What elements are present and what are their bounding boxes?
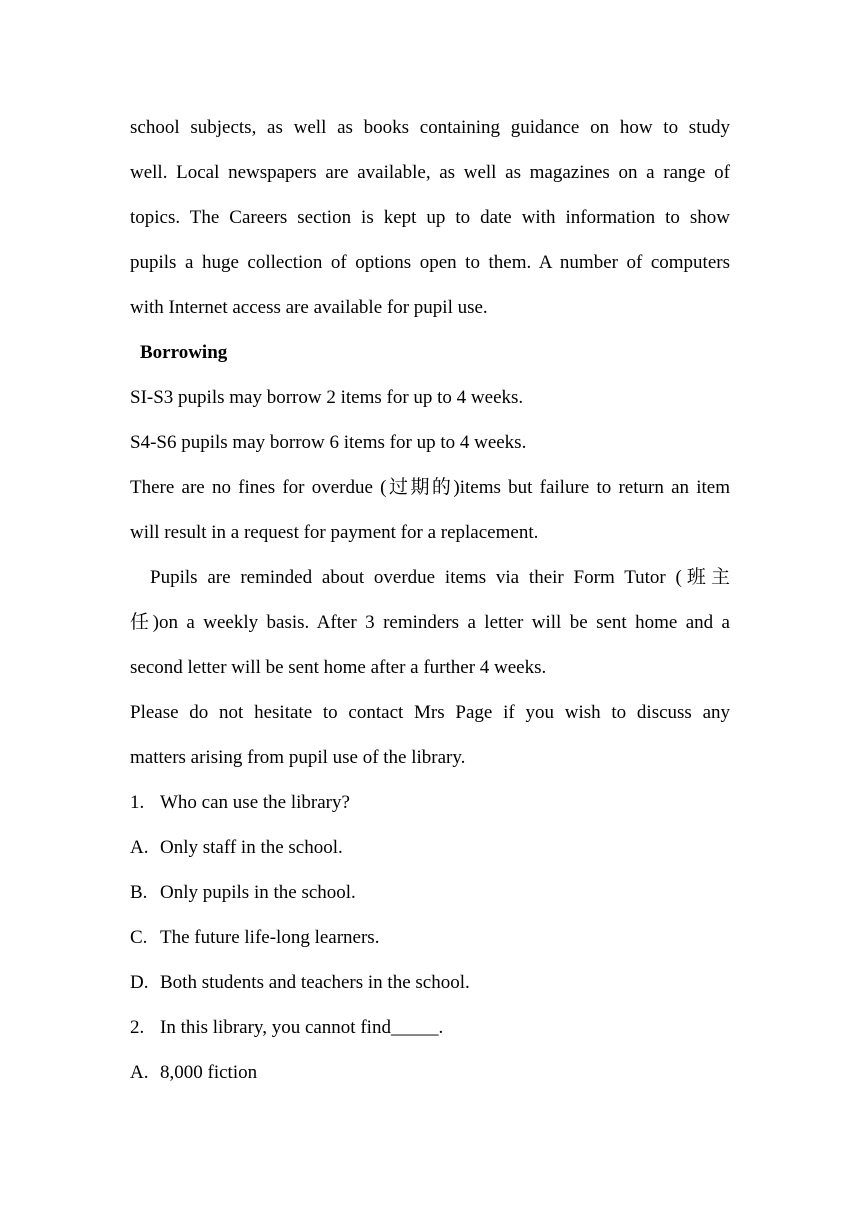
option-a xyxy=(130,1050,730,1095)
borrow-rule: S4-S6 pupils may borrow 6 items for up to 4 weeks. xyxy=(130,432,527,453)
fines-line: will result in a request for payment for a replacement. xyxy=(130,522,539,543)
option-text: Only staff in the school. xyxy=(160,837,343,858)
fines-line: There are no fines for overdue (过期的)items but failure to return an item xyxy=(130,477,730,498)
intro-line: well. Local newspapers are available, as well as magazines on a range of xyxy=(130,162,730,183)
intro-line: school subjects, as well as books containing guidance on how to study xyxy=(130,117,730,138)
reminder-line: 任)on a weekly basis. After 3 reminders a letter will be sent home and a xyxy=(130,612,730,633)
option-b xyxy=(130,870,730,915)
option-letter: D. xyxy=(130,972,149,993)
contact-line: Please do not hesitate to contact Mrs Page if you wish to discuss any xyxy=(130,702,730,723)
option-d xyxy=(130,960,730,1005)
question-number: 2. xyxy=(130,1017,145,1038)
document-page xyxy=(130,105,730,1095)
option-c xyxy=(130,915,730,960)
option-letter: A. xyxy=(130,1062,149,1083)
question-2 xyxy=(130,1005,730,1050)
intro-line: pupils a huge collection of options open to them. A number of computers xyxy=(130,252,730,273)
option-a xyxy=(130,825,730,870)
section-heading: Borrowing xyxy=(140,342,228,363)
option-letter: A. xyxy=(130,837,149,858)
option-letter: B. xyxy=(130,882,148,903)
question-text: In this library, you cannot find_____. xyxy=(160,1017,444,1038)
option-text: 8,000 fiction xyxy=(160,1062,258,1083)
borrow-rule: SI-S3 pupils may borrow 2 items for up to 4 weeks. xyxy=(130,387,524,408)
question-text: Who can use the library? xyxy=(160,792,350,813)
reminder-line: second letter will be sent home after a further 4 weeks. xyxy=(130,657,547,678)
intro-line: with Internet access are available for pupil use. xyxy=(130,297,488,318)
option-text: Only pupils in the school. xyxy=(160,882,356,903)
reminder-line: Pupils are reminded about overdue items via their Form Tutor (班主 xyxy=(150,567,730,588)
intro-line: topics. The Careers section is kept up to date with information to show xyxy=(130,207,730,228)
question-number: 1. xyxy=(130,792,145,813)
option-text: The future life-long learners. xyxy=(160,927,380,948)
question-1 xyxy=(130,780,730,825)
option-letter: C. xyxy=(130,927,148,948)
option-text: Both students and teachers in the school. xyxy=(160,972,470,993)
contact-line: matters arising from pupil use of the library. xyxy=(130,747,466,768)
